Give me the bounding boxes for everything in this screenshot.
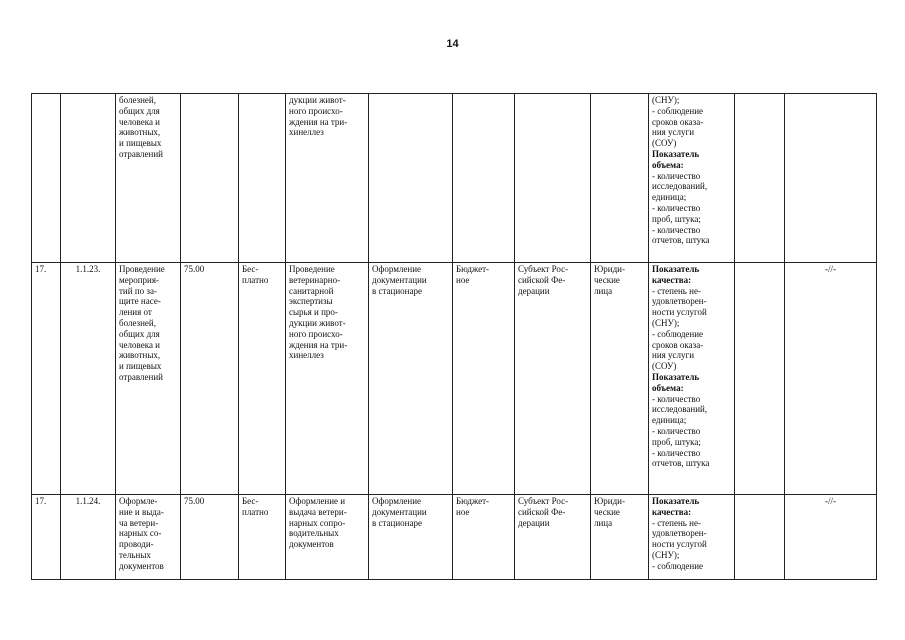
cell-indicators-line: (СНУ); (652, 549, 680, 560)
cell-indicators-line: исследований, (652, 181, 708, 192)
page-number: 14 (446, 38, 459, 50)
cell-type (453, 94, 515, 263)
cell-service-line: отравлений (119, 371, 163, 382)
cell-type-line: Бюджет- (456, 496, 490, 506)
cell-content-line: водительных (289, 528, 339, 539)
cell-service-line: документов (119, 560, 164, 571)
cell-indicators-line: (СНУ); (652, 317, 680, 328)
cell-indicators-line: - количество (652, 202, 701, 213)
cell-indicators-line: удовлетворен- (652, 296, 707, 307)
cell-subject (515, 94, 591, 263)
cell-indicators-line: качества: (652, 274, 692, 285)
cell-content (286, 94, 369, 263)
cell-service-line: и пищевых (119, 138, 162, 149)
cell-indicators-line: (СОУ) (652, 138, 677, 149)
cell-indicators-line: исследований, (652, 404, 708, 415)
cell-indicators-line: единица; (652, 192, 687, 203)
services-table (31, 93, 877, 580)
cell-number (32, 94, 61, 263)
cell-content-line: документов (289, 539, 334, 550)
cell-consumer (591, 495, 649, 580)
cell-subject-line: дерации (518, 517, 550, 528)
cell-content-line: ного происхо- (289, 105, 343, 116)
cell-indicators-line: единица; (652, 415, 687, 426)
cell-service-line: животных, (119, 127, 161, 138)
cell-last: -//- (785, 495, 877, 580)
cell-indicators-line: ности услугой (652, 539, 707, 550)
cell-type-line: ное (456, 274, 470, 285)
cell-service-line: болезней, (119, 317, 156, 328)
cell-form-line: в стационаре (372, 517, 422, 528)
cell-service-line: тельных (119, 549, 151, 560)
cell-content-line: Проведение (289, 264, 335, 274)
cell-content (286, 263, 369, 495)
cell-indicators (649, 263, 735, 495)
cell-content (286, 495, 369, 580)
cell-content-line: хинеллез (289, 350, 324, 361)
cell-indicators (649, 495, 735, 580)
cell-code: 1.1.24. (61, 495, 116, 580)
cell-extra (735, 263, 785, 495)
cell-indicators (649, 94, 735, 263)
cell-service-line: общих для (119, 328, 160, 339)
cell-form (369, 263, 453, 495)
cell-service-line: ча ветери- (119, 517, 159, 528)
cell-consumer-line: Юриди- (594, 496, 625, 506)
cell-type-line: Бюджет- (456, 264, 490, 274)
cell-indicators-line: ности услугой (652, 307, 707, 318)
cell-indicators-line: ния услуги (652, 350, 695, 361)
cell-consumer-line: лица (594, 285, 613, 296)
cell-consumer-line: Юриди- (594, 264, 625, 274)
cell-indicators-line: ния услуги (652, 127, 695, 138)
cell-extra (735, 94, 785, 263)
cell-form-line: Оформление (372, 496, 422, 506)
cell-service-line: и пищевых (119, 361, 162, 372)
cell-service-line: щите насе- (119, 296, 161, 307)
cell-content-line: хинеллез (289, 127, 324, 138)
cell-indicators-line: объема: (652, 159, 684, 170)
cell-consumer-line: ческие (594, 274, 620, 285)
cell-indicators-line: (СНУ); (652, 95, 680, 105)
cell-number: 17. (32, 495, 61, 580)
cell-code: 1.1.23. (61, 263, 116, 495)
cell-content-line: дукции живот- (289, 317, 346, 328)
cell-indicators-line: проб, штука; (652, 436, 701, 447)
cell-content-line: нарных сопро- (289, 517, 346, 528)
cell-indicators-line: - степень не- (652, 285, 701, 296)
cell-form-line: документации (372, 506, 427, 517)
cell-content-line: дукции живот- (289, 95, 346, 105)
cell-indicators-line: Показатель (652, 371, 700, 382)
cell-service-line: человека и (119, 116, 161, 127)
cell-consumer (591, 263, 649, 495)
cell-form (369, 495, 453, 580)
cell-indicators-line: качества: (652, 506, 692, 517)
cell-content-line: санитарной (289, 285, 334, 296)
cell-form-line: Оформление (372, 264, 422, 274)
cell-indicators-line: Показатель (652, 496, 700, 506)
cell-indicators-line: отчетов, штука (652, 235, 710, 246)
cell-form-line: документации (372, 274, 427, 285)
cell-last (785, 94, 877, 263)
cell-service-line: тий по за- (119, 285, 157, 296)
cell-payment-line: Бес- (242, 264, 259, 274)
cell-indicators-line: - количество (652, 447, 701, 458)
cell-price (181, 94, 239, 263)
cell-last: -//- (785, 263, 877, 495)
cell-service-line: болезней, (119, 95, 156, 105)
cell-indicators-line: удовлетворен- (652, 528, 707, 539)
cell-service-line: мероприя- (119, 274, 159, 285)
cell-payment (239, 495, 286, 580)
table-row (32, 94, 877, 263)
cell-price: 75.00 (181, 263, 239, 495)
cell-payment-line: платно (242, 274, 269, 285)
cell-subject-line: сийской Фе- (518, 506, 566, 517)
cell-service-line: общих для (119, 105, 160, 116)
cell-indicators-line: - количество (652, 393, 701, 404)
cell-service-line: животных, (119, 350, 161, 361)
cell-content-line: выдача ветери- (289, 506, 347, 517)
cell-service-line: нарных со- (119, 528, 162, 539)
cell-consumer (591, 94, 649, 263)
cell-indicators-line: (СОУ) (652, 361, 677, 372)
cell-payment (239, 263, 286, 495)
cell-price: 75.00 (181, 495, 239, 580)
cell-content-line: ного происхо- (289, 328, 343, 339)
cell-service-line: проводи- (119, 539, 154, 550)
cell-subject-line: сийской Фе- (518, 274, 566, 285)
cell-number: 17. (32, 263, 61, 495)
cell-payment-line: Бес- (242, 496, 259, 506)
cell-indicators-line: - степень не- (652, 517, 701, 528)
cell-indicators-line: - количество (652, 425, 701, 436)
cell-service-line: человека и (119, 339, 161, 350)
cell-type (453, 263, 515, 495)
cell-indicators-line: проб, штука; (652, 213, 701, 224)
cell-service (116, 263, 181, 495)
cell-code (61, 94, 116, 263)
cell-type-line: ное (456, 506, 470, 517)
cell-consumer-line: ческие (594, 506, 620, 517)
cell-form (369, 94, 453, 263)
cell-service-line: Проведение (119, 264, 165, 274)
cell-indicators-line: сроков оказа- (652, 116, 704, 127)
cell-extra (735, 495, 785, 580)
cell-subject-line: Субъект Рос- (518, 496, 569, 506)
cell-indicators-line: объема: (652, 382, 684, 393)
cell-indicators-line: отчетов, штука (652, 458, 710, 469)
cell-subject-line: Субъект Рос- (518, 264, 569, 274)
cell-consumer-line: лица (594, 517, 613, 528)
table-row (32, 495, 877, 580)
cell-subject (515, 263, 591, 495)
cell-service (116, 495, 181, 580)
cell-content-line: экспертизы (289, 296, 333, 307)
cell-service-line: ления от (119, 307, 152, 318)
cell-indicators-line: Показатель (652, 264, 700, 274)
cell-indicators-line: сроков оказа- (652, 339, 704, 350)
cell-content-line: ждения на три- (289, 116, 348, 127)
cell-subject-line: дерации (518, 285, 550, 296)
cell-service-line: отравлений (119, 148, 163, 159)
cell-service (116, 94, 181, 263)
cell-content-line: ветеринарно- (289, 274, 341, 285)
cell-form-line: в стационаре (372, 285, 422, 296)
cell-indicators-line: - количество (652, 224, 701, 235)
cell-content-line: Оформление и (289, 496, 346, 506)
cell-payment-line: платно (242, 506, 269, 517)
cell-service-line: Оформле- (119, 496, 158, 506)
cell-content-line: сырья и про- (289, 307, 338, 318)
cell-indicators-line: - соблюдение (652, 105, 704, 116)
cell-content-line: ждения на три- (289, 339, 348, 350)
cell-subject (515, 495, 591, 580)
cell-indicators-line: - соблюдение (652, 328, 704, 339)
cell-type (453, 495, 515, 580)
cell-payment (239, 94, 286, 263)
cell-indicators-line: Показатель (652, 148, 700, 159)
cell-indicators-line: - количество (652, 170, 701, 181)
table-row (32, 263, 877, 495)
cell-service-line: ние и выда- (119, 506, 164, 517)
cell-indicators-line: - соблюдение (652, 560, 704, 571)
